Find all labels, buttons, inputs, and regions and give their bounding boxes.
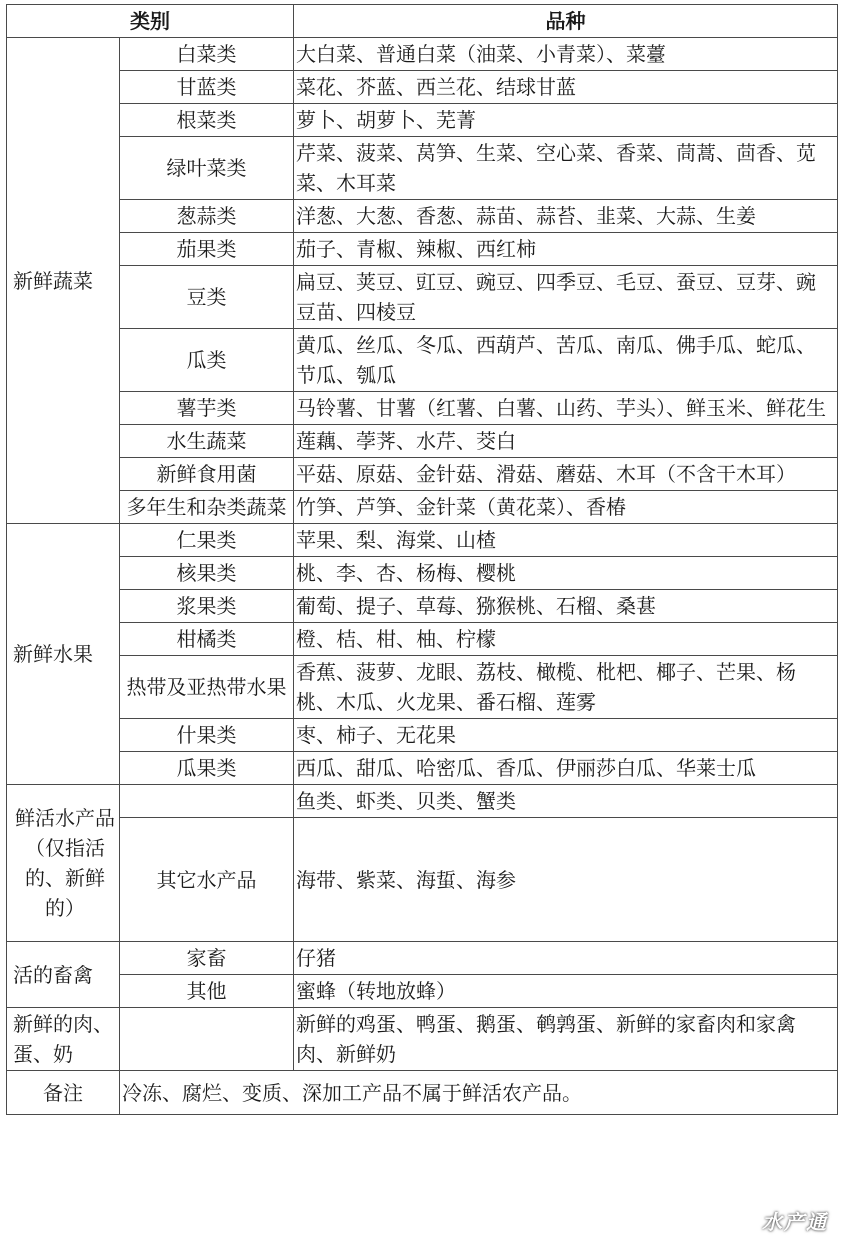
subcategory: 水生蔬菜 <box>120 425 294 458</box>
variety-cell: 茄子、青椒、辣椒、西红柿 <box>294 233 838 266</box>
table-row <box>7 425 838 458</box>
subcategory: 葱蒜类 <box>120 200 294 233</box>
variety-cell: 鱼类、虾类、贝类、蟹类 <box>294 785 838 818</box>
subcategory: 家畜 <box>120 942 294 975</box>
variety-cell: 洋葱、大葱、香葱、蒜苗、蒜苔、韭菜、大蒜、生姜 <box>294 200 838 233</box>
subcategory: 多年生和杂类蔬菜 <box>120 491 294 524</box>
variety-cell: 菜花、芥蓝、西兰花、结球甘蓝 <box>294 71 838 104</box>
subcategory: 其它水产品 <box>120 818 294 942</box>
subcategory: 仁果类 <box>120 524 294 557</box>
group-aquatic: 鲜活水产品（仅指活的、新鲜的） <box>7 785 120 942</box>
variety-cell: 大白菜、普通白菜（油菜、小青菜）、菜薹 <box>294 38 838 71</box>
subcategory: 瓜类 <box>120 329 294 392</box>
variety-cell: 扁豆、荚豆、豇豆、豌豆、四季豆、毛豆、蚕豆、豆芽、豌豆苗、四棱豆 <box>294 266 838 329</box>
variety-cell: 芹菜、菠菜、莴笋、生菜、空心菜、香菜、茼蒿、茴香、苋菜、木耳菜 <box>294 137 838 200</box>
table-row <box>7 1008 838 1071</box>
variety-cell: 马铃薯、甘薯（红薯、白薯、山药、芋头）、鲜玉米、鲜花生 <box>294 392 838 425</box>
group-meat-egg-milk: 新鲜的肉、蛋、奶 <box>7 1008 120 1071</box>
subcategory: 薯芋类 <box>120 392 294 425</box>
variety-cell: 西瓜、甜瓜、哈密瓜、香瓜、伊丽莎白瓜、华莱士瓜 <box>294 752 838 785</box>
table-row <box>7 942 838 975</box>
table-row <box>7 71 838 104</box>
table-row <box>7 590 838 623</box>
table-row <box>7 818 838 942</box>
table-row <box>7 38 838 71</box>
table-row <box>7 392 838 425</box>
variety-cell: 蜜蜂（转地放蜂） <box>294 975 838 1008</box>
table-row <box>7 524 838 557</box>
group-livestock: 活的畜禽 <box>7 942 120 1008</box>
table-row <box>7 785 838 818</box>
note-row <box>7 1071 838 1115</box>
subcategory: 甘蓝类 <box>120 71 294 104</box>
subcategory: 根菜类 <box>120 104 294 137</box>
table-row <box>7 200 838 233</box>
subcategory: 茄果类 <box>120 233 294 266</box>
subcategory: 其他 <box>120 975 294 1008</box>
variety-cell: 苹果、梨、海棠、山楂 <box>294 524 838 557</box>
subcategory: 什果类 <box>120 719 294 752</box>
subcategory: 白菜类 <box>120 38 294 71</box>
group-fruits: 新鲜水果 <box>7 524 120 785</box>
variety-cell: 海带、紫菜、海蜇、海参 <box>294 818 838 942</box>
table-row <box>7 557 838 590</box>
subcategory: 豆类 <box>120 266 294 329</box>
subcategory: 新鲜食用菌 <box>120 458 294 491</box>
group-vegetables: 新鲜蔬菜 <box>7 38 120 524</box>
table-row <box>7 233 838 266</box>
subcategory <box>120 785 294 818</box>
variety-cell: 桃、李、杏、杨梅、樱桃 <box>294 557 838 590</box>
variety-cell: 萝卜、胡萝卜、芜菁 <box>294 104 838 137</box>
table-row <box>7 752 838 785</box>
variety-cell: 枣、柿子、无花果 <box>294 719 838 752</box>
variety-cell: 平菇、原菇、金针菇、滑菇、蘑菇、木耳（不含干木耳） <box>294 458 838 491</box>
header-variety: 品种 <box>294 5 838 38</box>
subcategory <box>120 1008 294 1071</box>
table-row <box>7 329 838 392</box>
header-row <box>7 5 838 38</box>
variety-cell: 葡萄、提子、草莓、猕猴桃、石榴、桑葚 <box>294 590 838 623</box>
note-label: 备注 <box>7 1071 120 1115</box>
table-row <box>7 104 838 137</box>
table-row <box>7 975 838 1008</box>
variety-cell: 竹笋、芦笋、金针菜（黄花菜）、香椿 <box>294 491 838 524</box>
table-row <box>7 458 838 491</box>
product-category-table <box>6 4 838 1115</box>
variety-cell: 香蕉、菠萝、龙眼、荔枝、橄榄、枇杷、椰子、芒果、杨桃、木瓜、火龙果、番石榴、莲雾 <box>294 656 838 719</box>
subcategory: 热带及亚热带水果 <box>120 656 294 719</box>
table-row <box>7 137 838 200</box>
table-row <box>7 266 838 329</box>
subcategory: 柑橘类 <box>120 623 294 656</box>
table-row <box>7 623 838 656</box>
subcategory: 浆果类 <box>120 590 294 623</box>
variety-cell: 莲藕、荸荠、水芹、茭白 <box>294 425 838 458</box>
variety-cell: 新鲜的鸡蛋、鸭蛋、鹅蛋、鹌鹑蛋、新鲜的家畜肉和家禽肉、新鲜奶 <box>294 1008 838 1071</box>
watermark-logo: 水产通 <box>762 1210 828 1234</box>
subcategory: 瓜果类 <box>120 752 294 785</box>
table-row <box>7 491 838 524</box>
table-row <box>7 719 838 752</box>
table-row <box>7 656 838 719</box>
variety-cell: 黄瓜、丝瓜、冬瓜、西葫芦、苦瓜、南瓜、佛手瓜、蛇瓜、节瓜、瓠瓜 <box>294 329 838 392</box>
subcategory: 核果类 <box>120 557 294 590</box>
variety-cell: 橙、桔、柑、柚、柠檬 <box>294 623 838 656</box>
subcategory: 绿叶菜类 <box>120 137 294 200</box>
variety-cell: 仔猪 <box>294 942 838 975</box>
note-text: 冷冻、腐烂、变质、深加工产品不属于鲜活农产品。 <box>120 1071 838 1115</box>
header-category: 类别 <box>7 5 294 38</box>
